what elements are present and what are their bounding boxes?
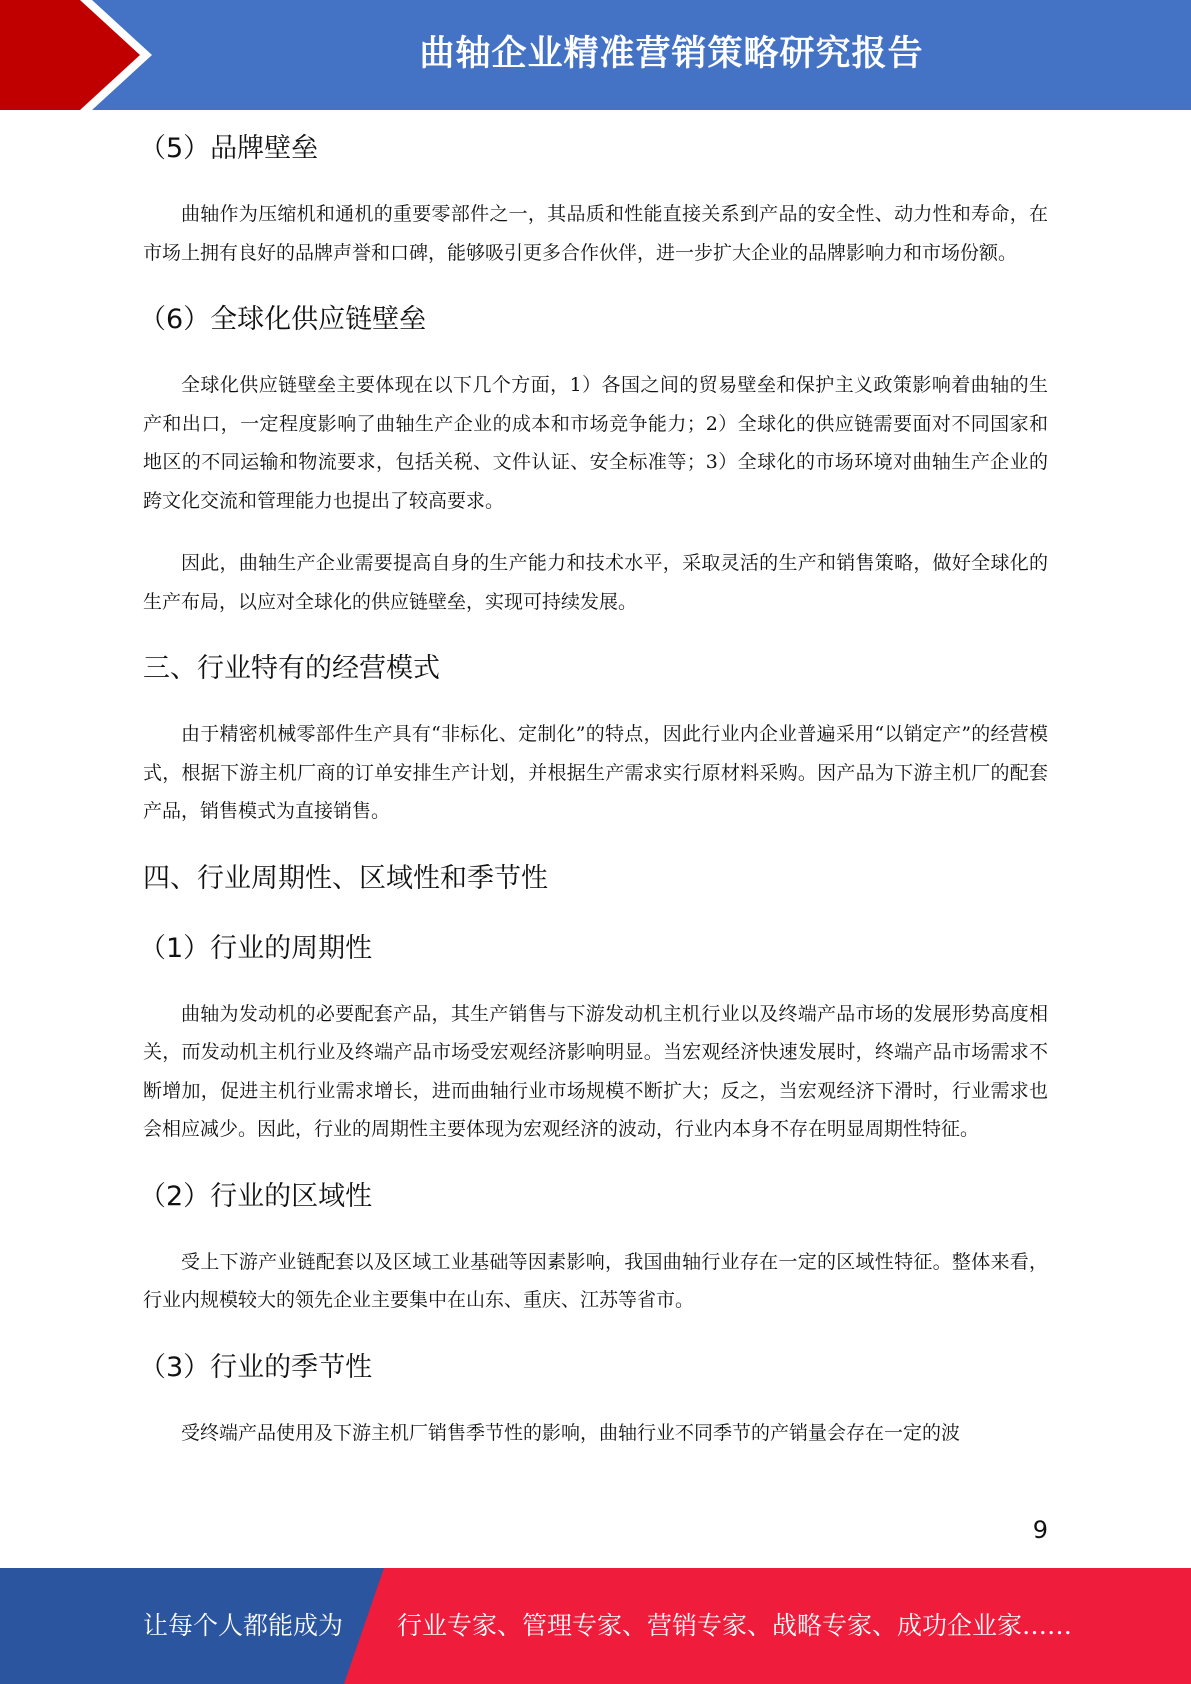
subheading-global-supply-chain: （6）全球化供应链壁垒 <box>139 304 427 335</box>
subheading-regionality: （2）行业的区域性 <box>139 1180 373 1212</box>
footer-slogan-right: 行业专家、管理专家、营销专家、战略专家、成功企业家…… <box>397 1611 1073 1640</box>
paragraph: 由于精密机械零部件生产具有“非标化、定制化”的特点，因此行业内企业普遍采用“以销定产”的经营模式，根据下游主机厂商的订单安排生产计划，并根据生产需求实行原材料采购。因产品为下游主机厂的配套产品，销售模式为直接销售。 <box>143 723 1048 822</box>
paragraph: 曲轴作为压缩机和通机的重要零部件之一，其品质和性能直接关系到产品的安全性、动力性和寿命，在市场上拥有良好的品牌声誉和口碑，能够吸引更多合作伙伴，进一步扩大企业的品牌影响力和市场份额。 <box>143 203 1048 264</box>
paragraph: 因此，曲轴生产企业需要提高自身的生产能力和技术水平，采取灵活的生产和销售策略，做好全球化的生产布局，以应对全球化的供应链壁垒，实现可持续发展。 <box>143 552 1048 613</box>
paragraph: 全球化供应链壁垒主要体现在以下几个方面，1）各国之间的贸易壁垒和保护主义政策影响着曲轴的生产和出口，一定程度影响了曲轴生产企业的成本和市场竞争能力；2）全球化的供应链需要面对不同国家和地区的不同运输和物流要求，包括关税、文件认证、安全标准等；3）全球化的市场环境对曲轴生产企业的跨文化交流和管理能力也提出了较高要求。 <box>143 374 1048 512</box>
paragraph: 受终端产品使用及下游主机厂销售季节性的影响，曲轴行业不同季节的产销量会存在一定的波 <box>181 1421 961 1444</box>
section-heading-industry-traits: 四、行业周期性、区域性和季节性 <box>143 862 548 894</box>
subheading-brand-barrier: （5）品牌壁垒 <box>139 133 319 164</box>
subheading-seasonality: （3）行业的季节性 <box>139 1351 373 1383</box>
document-body <box>139 125 1048 1476</box>
footer-slogan-left: 让每个人都能成为 <box>143 1611 344 1640</box>
report-title: 曲轴企业精准营销策略研究报告 <box>419 34 924 74</box>
page-header <box>0 0 1191 110</box>
paragraph: 曲轴为发动机的必要配套产品，其生产销售与下游发动机主机行业以及终端产品市场的发展形势高度相关，而发动机主机行业及终端产品市场受宏观经济影响明显。当宏观经济快速发展时，终端产品市场需求不断增加，促进主机行业需求增长，进而曲轴行业市场规模不断扩大；反之，当宏观经济下滑时，行业需求也会相应减少。因此，行业的周期性主要体现为宏观经济的波动，行业内本身不存在明显周期性特征。 <box>143 1002 1048 1140</box>
paragraph: 受上下游产业链配套以及区域工业基础等因素影响，我国曲轴行业存在一定的区域性特征。整体来看，行业内规模较大的领先企业主要集中在山东、重庆、江苏等省市。 <box>143 1250 1048 1311</box>
section-heading-business-model: 三、行业特有的经营模式 <box>143 653 440 684</box>
subheading-cyclicality: （1）行业的周期性 <box>139 932 373 964</box>
page-footer <box>0 1568 1191 1684</box>
page-number: 9 <box>1032 1516 1048 1544</box>
